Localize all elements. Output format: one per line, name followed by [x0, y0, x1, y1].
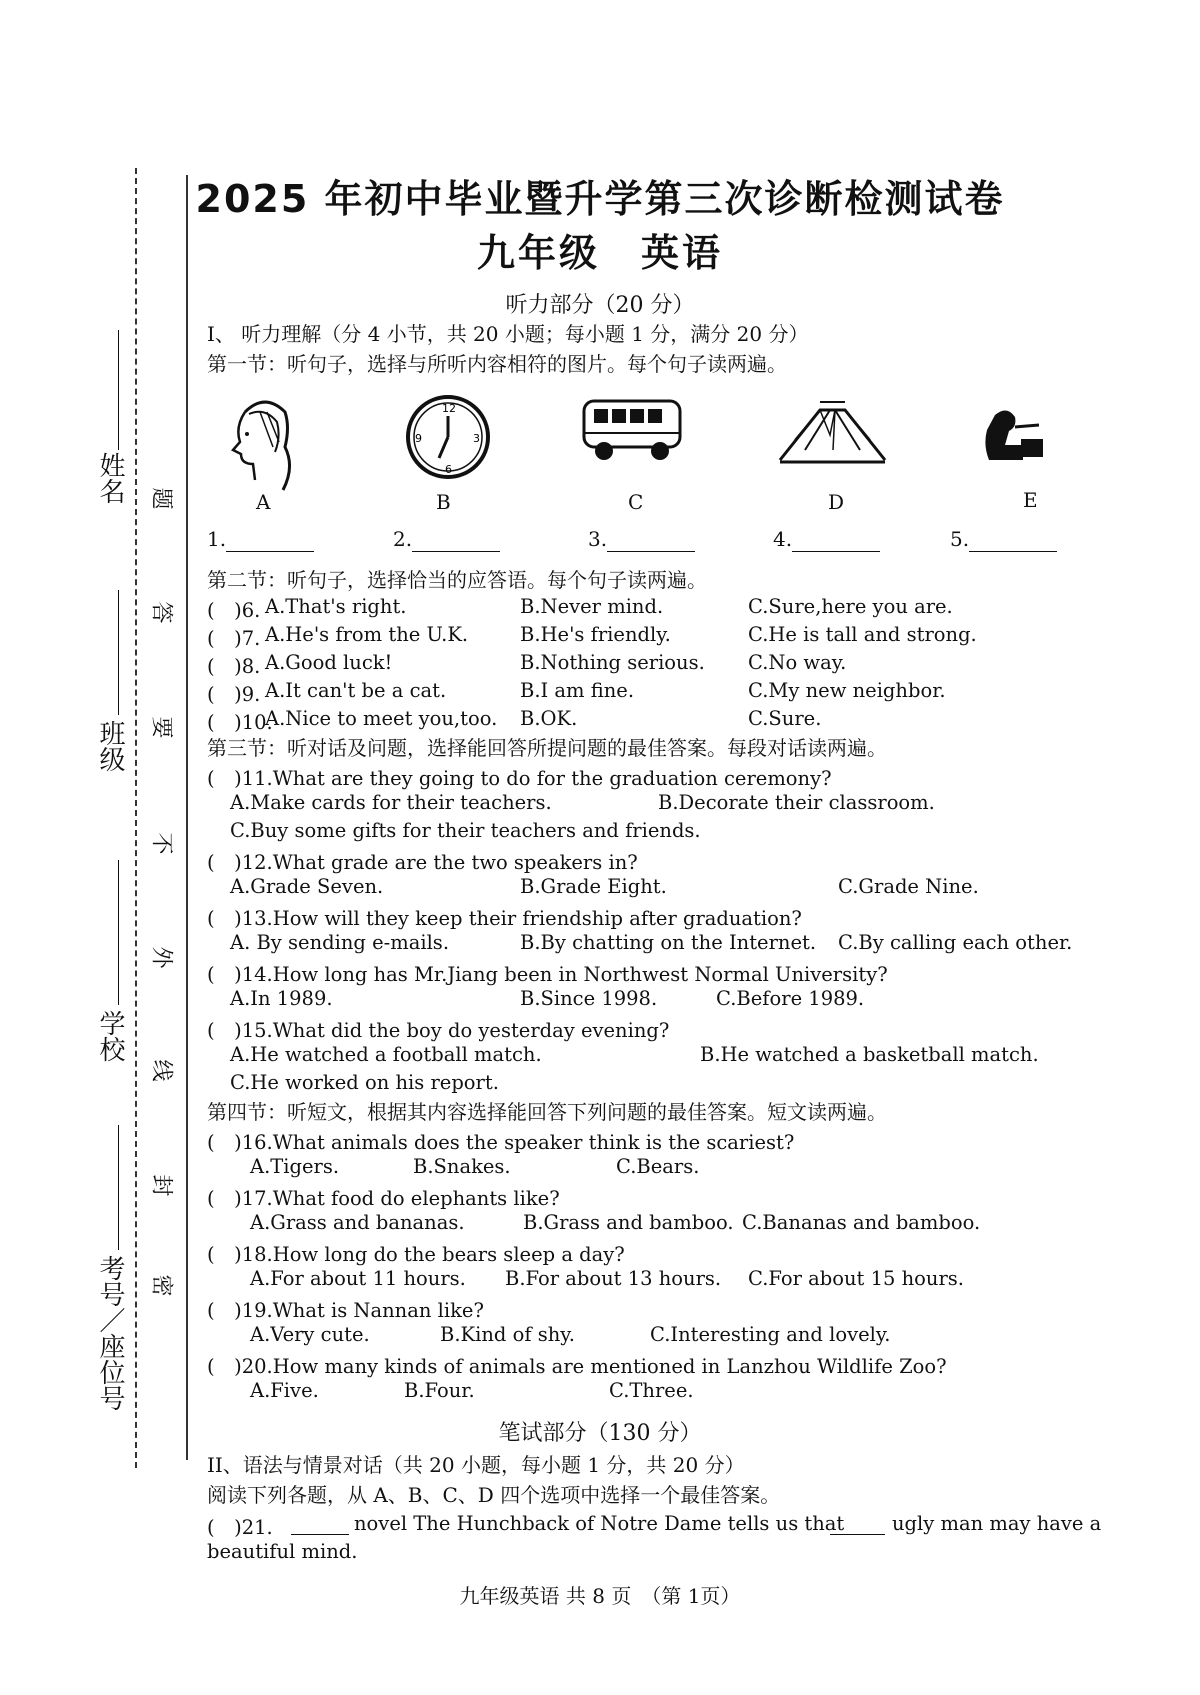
seal-char-7: 封	[148, 1174, 174, 1197]
written-header: 笔试部分（130 分）	[498, 1421, 702, 1446]
seal-char-6: 线	[148, 1059, 174, 1082]
clock-icon	[403, 392, 493, 482]
page-footer: 九年级英语 共 8 页 （第 1页）	[459, 1584, 741, 1608]
person-eating-icon	[975, 405, 1045, 470]
q21-blank-2[interactable]	[830, 1514, 885, 1535]
answer-blank-4[interactable]: 4.	[773, 526, 880, 552]
seal-char-5: 外	[148, 946, 174, 969]
svg-text:9: 9	[415, 432, 422, 445]
seal-char-4: 不	[148, 832, 174, 855]
label-class: 班级	[95, 720, 125, 772]
seal-char-3: 要	[148, 716, 174, 739]
binding-solid-line	[186, 175, 188, 1460]
school-blank	[118, 860, 119, 1005]
svg-text:6: 6	[445, 463, 452, 476]
listening-header: 听力部分（20 分）	[505, 293, 695, 318]
girl-ponytail-icon	[215, 392, 305, 492]
picture-letter-e: E	[1023, 488, 1038, 512]
exam-subtitle: 九年级 英语	[476, 231, 723, 275]
label-seat: 考号／座位号	[95, 1255, 125, 1411]
answer-blank-2[interactable]: 2.	[393, 526, 500, 552]
exam-title: 2025 年初中毕业暨升学第三次诊断检测试卷	[195, 177, 1005, 221]
picture-letter-a: A	[256, 490, 271, 514]
part1-header: I、 听力理解（分 4 小节，共 20 小题；每小题 1 分，满分 20 分）	[207, 322, 809, 346]
answer-blank-5[interactable]: 5.	[950, 526, 1057, 552]
bridge-icon	[775, 390, 890, 470]
seal-char-1: 题	[148, 487, 174, 510]
seat-blank	[118, 1125, 119, 1250]
picture-letter-b: B	[436, 490, 451, 514]
label-school: 学校	[95, 1010, 125, 1062]
binding-dashed-line	[135, 168, 137, 1468]
seal-char-8: 密	[148, 1274, 174, 1297]
answer-blank-3[interactable]: 3.	[588, 526, 695, 552]
section1-instructions: 第一节：听句子，选择与所听内容相符的图片。每个句子读两遍。	[207, 352, 787, 376]
class-blank	[118, 590, 119, 715]
q21-blank-1[interactable]	[291, 1514, 349, 1535]
picture-letter-d: D	[828, 490, 845, 514]
svg-text:12: 12	[442, 402, 456, 415]
name-blank	[118, 330, 119, 450]
part2-instructions: 阅读下列各题，从 A、B、C、D 四个选项中选择一个最佳答案。	[207, 1483, 781, 1507]
section2-instructions: 第二节：听句子，选择恰当的应答语。每个句子读两遍。	[207, 568, 707, 592]
picture-letter-c: C	[628, 490, 644, 514]
section4-instructions: 第四节：听短文，根据其内容选择能回答下列问题的最佳答案。短文读两遍。	[207, 1100, 887, 1124]
answer-blank-1[interactable]: 1.	[207, 526, 314, 552]
bus-icon	[580, 395, 685, 465]
label-name: 姓名	[95, 452, 125, 504]
svg-text:3: 3	[473, 432, 480, 445]
section3-instructions: 第三节：听对话及问题，选择能回答所提问题的最佳答案。每段对话读两遍。	[207, 736, 887, 760]
seal-char-2: 答	[148, 601, 174, 624]
part2-header: II、语法与情景对话（共 20 小题，每小题 1 分，共 20 分）	[207, 1453, 745, 1477]
